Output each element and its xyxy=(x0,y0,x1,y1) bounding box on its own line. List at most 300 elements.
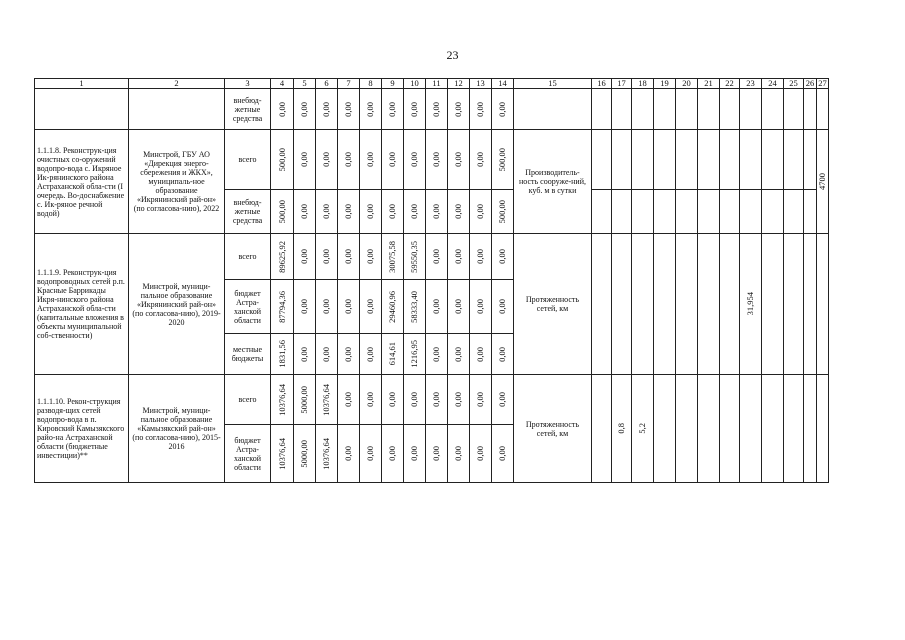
value-cell-text: 0,00 xyxy=(497,299,507,314)
r2-empty-cell xyxy=(632,234,654,375)
table-row xyxy=(35,234,829,280)
value-cell xyxy=(404,425,426,483)
value-cell xyxy=(470,234,492,280)
r3-empty-cell xyxy=(654,375,676,483)
value-cell xyxy=(448,234,470,280)
r3-empty-cell xyxy=(784,375,804,483)
value-cell xyxy=(382,89,404,130)
value-cell-wrap xyxy=(294,204,315,219)
table-row xyxy=(35,130,829,190)
value-cell-text: 614,61 xyxy=(387,342,397,366)
r2-empty-cell xyxy=(720,234,740,375)
value-cell-text: 59550,35 xyxy=(409,240,419,273)
value-cell xyxy=(382,130,404,190)
header-cell: 24 xyxy=(762,79,784,89)
value-cell-text: 0,00 xyxy=(409,152,419,167)
header-cell: 3 xyxy=(225,79,271,89)
value-cell-text: 0,00 xyxy=(431,249,441,264)
executor-cell: Минстрой, муници-пальное образование «Камызякский рай-он» (по согласова-нию), 2015-2016 xyxy=(129,375,225,483)
header-cell: 14 xyxy=(492,79,514,89)
value-cell-wrap xyxy=(470,152,491,167)
value-cell xyxy=(294,425,316,483)
value-cell-wrap xyxy=(470,249,491,264)
value-cell-text: 0,00 xyxy=(497,249,507,264)
value-cell-text: 0,00 xyxy=(321,101,331,117)
r2-empty-cell xyxy=(592,234,612,375)
page-number: 23 xyxy=(446,48,459,62)
value-cell-text: 0,00 xyxy=(475,446,485,461)
value-cell xyxy=(382,234,404,280)
value-cell xyxy=(316,280,338,334)
value-cell-wrap xyxy=(492,392,513,407)
value-cell-text: 0,00 xyxy=(299,204,309,219)
value-cell-wrap xyxy=(448,249,469,264)
value-cell-wrap xyxy=(316,438,337,470)
value-cell-wrap xyxy=(294,152,315,167)
value-cell-text: 0,00 xyxy=(387,392,397,407)
value-cell-wrap xyxy=(271,384,293,416)
value-cell xyxy=(404,89,426,130)
value-cell xyxy=(316,190,338,234)
value-cell xyxy=(316,425,338,483)
value-cell xyxy=(492,190,514,234)
value-cell-text: 0,00 xyxy=(387,446,397,461)
cont-empty-cell xyxy=(784,89,804,130)
value-cell xyxy=(382,280,404,334)
target-value-cell xyxy=(817,130,829,234)
cont-empty-cell xyxy=(698,89,720,130)
value-cell xyxy=(294,89,316,130)
value-cell-text: 0,00 xyxy=(343,299,353,314)
target-value-cell-text: 31,954 xyxy=(745,292,755,316)
value-cell-text: 10376,64 xyxy=(276,383,287,416)
r1-empty-cell xyxy=(804,190,817,234)
r2-empty-cell xyxy=(762,234,784,375)
header-cell: 19 xyxy=(654,79,676,89)
value-cell-text: 0,00 xyxy=(387,101,397,117)
value-cell-text: 5000,00 xyxy=(299,385,309,414)
value-cell-wrap xyxy=(294,102,315,117)
value-cell-wrap xyxy=(448,446,469,461)
value-cell-text: 10376,64 xyxy=(276,437,287,470)
desc-cell: 1.1.1.9. Реконструк-ция водопроводных сетей р.п. Красные Баррикады Икря-нинского района Астраханской обла-сти (капитальные вложения в объекты муниципальной соб-ственности) xyxy=(35,234,129,375)
header-cell: 2 xyxy=(129,79,225,89)
value-cell-text: 0,00 xyxy=(365,446,375,461)
value-cell-text: 0,00 xyxy=(365,392,375,407)
value-cell-wrap xyxy=(271,340,293,368)
value-cell-text: 0,00 xyxy=(431,204,441,219)
value-cell-wrap xyxy=(492,446,513,461)
r3-empty-cell xyxy=(762,375,784,483)
indicator-cell: Производитель-ность сооруже-ний, куб. м в сутки xyxy=(514,130,592,234)
value-cell-wrap xyxy=(360,249,381,264)
target-value-cell xyxy=(740,234,762,375)
value-cell-text: 1216,95 xyxy=(409,340,419,368)
r1-empty-cell xyxy=(592,130,612,190)
value-cell-wrap xyxy=(470,347,491,362)
value-cell-wrap xyxy=(470,392,491,407)
value-cell-text: 0,00 xyxy=(343,446,353,461)
value-cell xyxy=(470,130,492,190)
value-cell xyxy=(492,375,514,425)
value-cell xyxy=(404,234,426,280)
value-cell xyxy=(360,375,382,425)
source-cell: внебюд-жетные средства xyxy=(225,89,271,130)
value-cell-wrap xyxy=(360,102,381,117)
r1-empty-cell xyxy=(720,190,740,234)
header-cell: 25 xyxy=(784,79,804,89)
value-cell-text: 0,00 xyxy=(409,101,419,117)
value-cell-wrap xyxy=(271,200,293,223)
executor-cell: Минстрой, ГБУ АО «Дирекция энерго-сбережения и ЖКХ», муниципаль-ное образование «Икрянинский рай-он» (по согласова-нию), 2022 xyxy=(129,130,225,234)
value-cell-text: 0,00 xyxy=(431,101,441,117)
value-cell-wrap xyxy=(294,440,315,468)
value-cell-text: 0,00 xyxy=(409,204,419,219)
value-cell xyxy=(338,89,360,130)
value-cell-wrap xyxy=(404,340,425,368)
r2-empty-cell xyxy=(784,234,804,375)
header-cell: 7 xyxy=(338,79,360,89)
value-cell xyxy=(360,190,382,234)
cont-empty-cell xyxy=(720,89,740,130)
cont-empty-cell xyxy=(514,89,592,130)
value-cell xyxy=(448,334,470,375)
value-cell-text: 30075,58 xyxy=(387,240,397,273)
value-cell-text: 0,00 xyxy=(365,101,375,117)
value-cell-wrap xyxy=(294,386,315,414)
value-cell-wrap xyxy=(470,446,491,461)
value-cell xyxy=(294,234,316,280)
value-cell-text: 500,00 xyxy=(276,147,287,172)
value-cell-wrap xyxy=(426,446,447,461)
value-cell-wrap xyxy=(316,204,337,219)
value-cell xyxy=(448,375,470,425)
value-cell-text: 0,00 xyxy=(453,446,463,461)
value-cell xyxy=(338,190,360,234)
value-cell xyxy=(404,280,426,334)
value-cell xyxy=(294,190,316,234)
r1-empty-cell xyxy=(592,190,612,234)
value-cell-text: 500,00 xyxy=(276,199,287,224)
r2-empty-cell xyxy=(804,234,817,375)
value-cell xyxy=(470,190,492,234)
value-cell-wrap xyxy=(338,392,359,407)
value-cell-wrap xyxy=(426,392,447,407)
source-cell: всего xyxy=(225,375,271,425)
value-cell xyxy=(360,130,382,190)
value-cell-text: 0,00 xyxy=(497,346,507,362)
value-cell xyxy=(426,234,448,280)
value-cell-wrap xyxy=(492,102,513,117)
cont-empty-cell xyxy=(740,89,762,130)
table-row xyxy=(35,375,829,425)
value-cell xyxy=(338,425,360,483)
value-cell-wrap xyxy=(426,152,447,167)
header-cell: 18 xyxy=(632,79,654,89)
value-cell-wrap xyxy=(271,438,293,470)
value-cell xyxy=(448,425,470,483)
value-cell-text: 89625,92 xyxy=(276,240,287,273)
r1-empty-cell xyxy=(804,130,817,190)
value-cell-wrap xyxy=(448,204,469,219)
value-cell xyxy=(404,334,426,375)
cont-empty-cell xyxy=(804,89,817,130)
value-cell-wrap xyxy=(382,291,403,323)
value-cell-wrap xyxy=(492,249,513,264)
value-cell xyxy=(294,334,316,375)
r1-empty-cell xyxy=(632,190,654,234)
value-cell-text: 0,00 xyxy=(475,346,485,362)
header-cell: 23 xyxy=(740,79,762,89)
value-cell-wrap xyxy=(271,241,293,273)
value-cell xyxy=(426,334,448,375)
r2-empty-cell xyxy=(676,234,698,375)
value-cell-wrap xyxy=(316,102,337,117)
value-cell xyxy=(492,130,514,190)
header-cell: 6 xyxy=(316,79,338,89)
value-cell-text: 0,00 xyxy=(431,152,441,167)
cont-empty-cell xyxy=(592,89,612,130)
header-cell: 21 xyxy=(698,79,720,89)
value-cell-text: 0,00 xyxy=(365,249,375,264)
value-cell-text: 0,00 xyxy=(321,249,331,264)
r1-empty-cell xyxy=(698,130,720,190)
value-cell-text: 0,00 xyxy=(475,152,485,167)
value-cell xyxy=(426,190,448,234)
value-cell-text: 0,00 xyxy=(475,249,485,264)
value-cell-wrap xyxy=(271,102,293,117)
value-cell-text: 0,00 xyxy=(299,299,309,314)
value-cell-wrap xyxy=(426,204,447,219)
value-cell xyxy=(492,280,514,334)
value-cell-wrap xyxy=(404,241,425,273)
value-cell-text: 0,00 xyxy=(343,152,353,167)
value-cell xyxy=(316,130,338,190)
value-cell xyxy=(338,375,360,425)
value-cell-wrap xyxy=(360,204,381,219)
value-cell-wrap xyxy=(448,299,469,314)
value-col18-cell xyxy=(632,375,654,483)
cont-empty-cell xyxy=(612,89,632,130)
value-cell-wrap xyxy=(338,299,359,314)
value-cell-text: 58333,40 xyxy=(409,290,419,323)
value-cell xyxy=(271,280,294,334)
source-cell: внебюд-жетные средства xyxy=(225,190,271,234)
value-cell-text: 0,00 xyxy=(497,101,507,117)
value-cell-wrap xyxy=(316,384,337,416)
value-cell-wrap xyxy=(338,152,359,167)
value-cell-wrap xyxy=(382,446,403,461)
value-cell-wrap xyxy=(338,249,359,264)
source-cell: бюджет Астра-ханской области xyxy=(225,280,271,334)
header-cell: 26 xyxy=(804,79,817,89)
value-cell-text: 87794,36 xyxy=(276,290,287,323)
header-cell: 8 xyxy=(360,79,382,89)
value-cell-wrap xyxy=(404,152,425,167)
value-cell-text: 29460,96 xyxy=(387,290,397,323)
header-cell: 10 xyxy=(404,79,426,89)
value-cell-text: 0,00 xyxy=(453,346,463,362)
value-col18-cell-text: 5,2 xyxy=(637,423,647,434)
target-value-cell-wrap xyxy=(817,173,828,190)
cont-empty-cell xyxy=(632,89,654,130)
desc-cell: 1.1.1.10. Рекон-струкция разводя-щих сетей водопро-вода в п. Кировский Камызякского райо-на Астраханской области (бюджетные инвестиции)** xyxy=(35,375,129,483)
r1-empty-cell xyxy=(762,190,784,234)
value-cell xyxy=(426,130,448,190)
value-cell-wrap xyxy=(271,148,293,171)
value-cell-text: 500,00 xyxy=(497,147,507,172)
value-cell-text: 500,00 xyxy=(497,199,507,224)
value-cell-text: 0,00 xyxy=(453,249,463,264)
value-cell-text: 0,00 xyxy=(431,299,441,314)
executor-cell: Минстрой, муници-пальное образование «Икрянинский рай-он» (по согласова-нию), 2019-2020 xyxy=(129,234,225,375)
value-cell-text: 0,00 xyxy=(321,299,331,314)
value-cell xyxy=(294,130,316,190)
header-cell: 4 xyxy=(271,79,294,89)
header-cell: 13 xyxy=(470,79,492,89)
value-cell xyxy=(382,375,404,425)
r1-empty-cell xyxy=(784,130,804,190)
value-cell-text: 0,00 xyxy=(299,152,309,167)
value-cell-wrap xyxy=(404,291,425,323)
r3-empty-cell xyxy=(817,375,829,483)
desc-cell: 1.1.1.8. Реконструк-ция очистных со-оружений водопро-вода с. Икряное Ик-рянинского района Астраханской обла-сти (I очередь. Во-доснабжение с. Ик-ряное речной водой) xyxy=(35,130,129,234)
value-cell-text: 0,00 xyxy=(299,101,309,117)
value-cell-text: 0,00 xyxy=(431,346,441,362)
value-cell xyxy=(470,89,492,130)
value-cell-wrap xyxy=(404,204,425,219)
value-cell xyxy=(382,334,404,375)
value-cell-wrap xyxy=(426,299,447,314)
r3-empty-cell xyxy=(676,375,698,483)
value-cell-wrap xyxy=(360,446,381,461)
value-cell-wrap xyxy=(316,347,337,362)
value-cell xyxy=(448,280,470,334)
value-cell-text: 0,00 xyxy=(343,101,353,117)
value-cell-wrap xyxy=(294,249,315,264)
value-cell xyxy=(294,280,316,334)
header-row xyxy=(35,79,829,89)
value-cell xyxy=(338,280,360,334)
value-cell xyxy=(360,234,382,280)
cont-empty-cell xyxy=(676,89,698,130)
value-col18-cell-wrap xyxy=(632,423,653,434)
value-cell xyxy=(470,280,492,334)
r1-empty-cell xyxy=(698,190,720,234)
value-cell-text: 0,00 xyxy=(365,204,375,219)
r1-empty-cell xyxy=(654,190,676,234)
value-cell-wrap xyxy=(360,347,381,362)
r3-empty-cell xyxy=(804,375,817,483)
value-cell-text: 10376,64 xyxy=(321,437,331,470)
header-cell: 5 xyxy=(294,79,316,89)
value-cell-text: 0,00 xyxy=(299,249,309,264)
value-cell xyxy=(382,425,404,483)
value-cell xyxy=(426,89,448,130)
value-cell-text: 0,00 xyxy=(409,446,419,461)
r1-empty-cell xyxy=(740,130,762,190)
header-cell: 9 xyxy=(382,79,404,89)
value-cell-wrap xyxy=(294,347,315,362)
header-cell: 12 xyxy=(448,79,470,89)
value-cell-text: 0,00 xyxy=(475,392,485,407)
value-cell-text: 0,00 xyxy=(343,249,353,264)
value-cell-wrap xyxy=(470,299,491,314)
source-cell: бюджет Астра-ханской области xyxy=(225,425,271,483)
value-cell xyxy=(492,89,514,130)
value-cell-text: 0,00 xyxy=(453,204,463,219)
r1-empty-cell xyxy=(784,190,804,234)
value-cell-wrap xyxy=(448,102,469,117)
value-cell-wrap xyxy=(448,347,469,362)
value-cell-text: 0,00 xyxy=(497,446,507,461)
header-cell: 17 xyxy=(612,79,632,89)
table-row xyxy=(35,89,829,130)
r1-empty-cell xyxy=(612,130,632,190)
indicator-cell: Протяженность сетей, км xyxy=(514,234,592,375)
value-cell-text: 10376,64 xyxy=(321,383,331,416)
value-cell xyxy=(426,425,448,483)
r2-empty-cell xyxy=(654,234,676,375)
r2-empty-cell xyxy=(817,234,829,375)
value-cell-wrap xyxy=(360,152,381,167)
cont-empty-cell xyxy=(817,89,829,130)
value-cell xyxy=(448,89,470,130)
value-cell-wrap xyxy=(382,152,403,167)
value-cell xyxy=(448,190,470,234)
r1-empty-cell xyxy=(676,130,698,190)
value-cell xyxy=(271,190,294,234)
value-cell-wrap xyxy=(338,102,359,117)
cont-empty-cell xyxy=(654,89,676,130)
r1-empty-cell xyxy=(654,130,676,190)
r3-empty-cell xyxy=(698,375,720,483)
value-cell-wrap xyxy=(492,347,513,362)
header-cell: 11 xyxy=(426,79,448,89)
value-cell-wrap xyxy=(316,299,337,314)
r1-empty-cell xyxy=(676,190,698,234)
value-cell-text: 0,00 xyxy=(343,346,353,362)
header-cell: 16 xyxy=(592,79,612,89)
value-cell-wrap xyxy=(404,102,425,117)
executor-cell xyxy=(129,89,225,130)
value-cell-wrap xyxy=(382,102,403,117)
value-cell xyxy=(470,375,492,425)
value-cell xyxy=(294,375,316,425)
program-table xyxy=(34,78,829,483)
value-cell-text: 0,00 xyxy=(321,346,331,362)
r1-empty-cell xyxy=(632,130,654,190)
value-cell-text: 0,00 xyxy=(475,101,485,117)
value-cell xyxy=(271,425,294,483)
value-cell-wrap xyxy=(316,152,337,167)
value-cell xyxy=(492,234,514,280)
value-cell-wrap xyxy=(426,249,447,264)
value-cell-text: 0,00 xyxy=(365,152,375,167)
r1-empty-cell xyxy=(720,130,740,190)
value-cell xyxy=(470,334,492,375)
value-cell xyxy=(316,334,338,375)
value-cell xyxy=(382,190,404,234)
value-cell-text: 0,00 xyxy=(387,152,397,167)
value-cell-wrap xyxy=(360,299,381,314)
value-cell-text: 0,00 xyxy=(453,299,463,314)
value-cell-text: 0,00 xyxy=(497,392,507,407)
value-cell xyxy=(271,130,294,190)
r2-empty-cell xyxy=(612,234,632,375)
desc-cell xyxy=(35,89,129,130)
value-cell-wrap xyxy=(404,392,425,407)
